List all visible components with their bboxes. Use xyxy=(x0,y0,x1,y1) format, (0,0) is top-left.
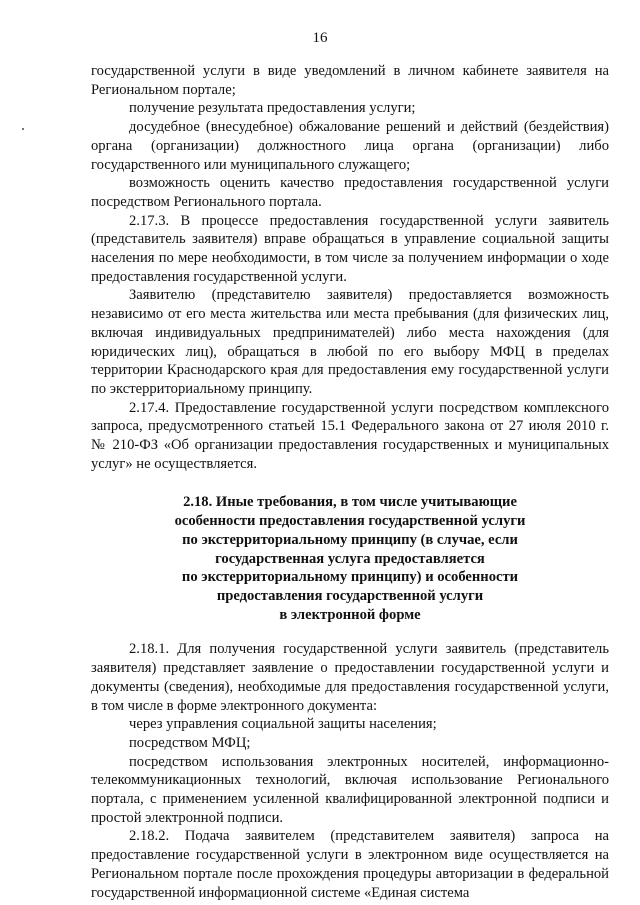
paragraph: 2.18.2. Подача заявителем (представителем заявителя) запроса на предоставление государственной услуги в электронном виде осуществляется на Региональном портале после прохождения процедуры авторизации в федеральной государственной информационной системе «Единая система xyxy=(91,828,609,901)
heading-line: предоставления государственной услуги xyxy=(216,587,484,604)
paragraph: посредством использования электронных носителей, информационно-телекоммуникационных технологий, включая использование Регионального портала, с применением усиленной квалифицированной электронной подписи и простой электронной подписи. xyxy=(91,753,609,826)
document-body xyxy=(91,62,609,902)
heading-line: особенности предоставления государственной услуги xyxy=(174,513,526,530)
heading-line: в электронной форме xyxy=(279,606,421,623)
section-heading xyxy=(91,493,609,624)
margin-mark xyxy=(22,128,24,130)
paragraph: 2.18.1. Для получения государственной услуги заявитель (представитель заявителя) представляет заявление о предоставлении государственной услуги и документы (сведения), необходимые для предоставления государственной услуги, в том числе в форме электронного документа: xyxy=(91,641,609,714)
paragraph: через управления социальной защиты населения; xyxy=(129,716,437,733)
paragraph: получение результата предоставления услуги; xyxy=(129,100,416,117)
page-number: 16 xyxy=(312,30,328,46)
heading-line: по экстерриториальному принципу (в случае, если xyxy=(182,531,518,548)
heading-line: 2.18. Иные требования, в том числе учитывающие xyxy=(183,494,517,511)
paragraph: возможность оценить качество предоставления государственной услуги посредством Регионального портала. xyxy=(91,175,609,210)
paragraph: 2.17.4. Предоставление государственной услуги посредством комплексного запроса, предусмотренного статьей 15.1 Федерального закона от 27 июля 2010 г. № 210-ФЗ «Об организации предоставления государственных и муниципальных услуг» не осуществляется. xyxy=(91,399,609,472)
paragraph: досудебное (внесудебное) обжалование решений и действий (бездействия) органа (организации) должностного лица органа (организации) либо государственного или муниципального служащего; xyxy=(91,119,609,173)
heading-line: по экстерриториальному принципу) и особенности xyxy=(181,569,519,586)
paragraph: государственной услуги в виде уведомлений в личном кабинете заявителя на Региональном портале; xyxy=(91,63,609,98)
heading-line: государственная услуга предоставляется xyxy=(215,550,485,567)
paragraph: 2.17.3. В процессе предоставления государственной услуги заявитель (представитель заявителя) вправе обращаться в управление социальной защиты населения по мере необходимости, в том числе за получением информации о ходе предоставления государственной услуги. xyxy=(91,212,609,285)
paragraph: посредством МФЦ; xyxy=(129,734,251,751)
paragraph: Заявителю (представителю заявителя) предоставляется возможность независимо от его места жительства или места пребывания (для физических лиц, включая индивидуальных предпринимателей) либо места нахождения (для юридических лиц), обращаться в любой по его выбору МФЦ в пределах территории Краснодарского края для предоставления ему государственной услуги по экстерриториальному принципу. xyxy=(91,287,609,397)
